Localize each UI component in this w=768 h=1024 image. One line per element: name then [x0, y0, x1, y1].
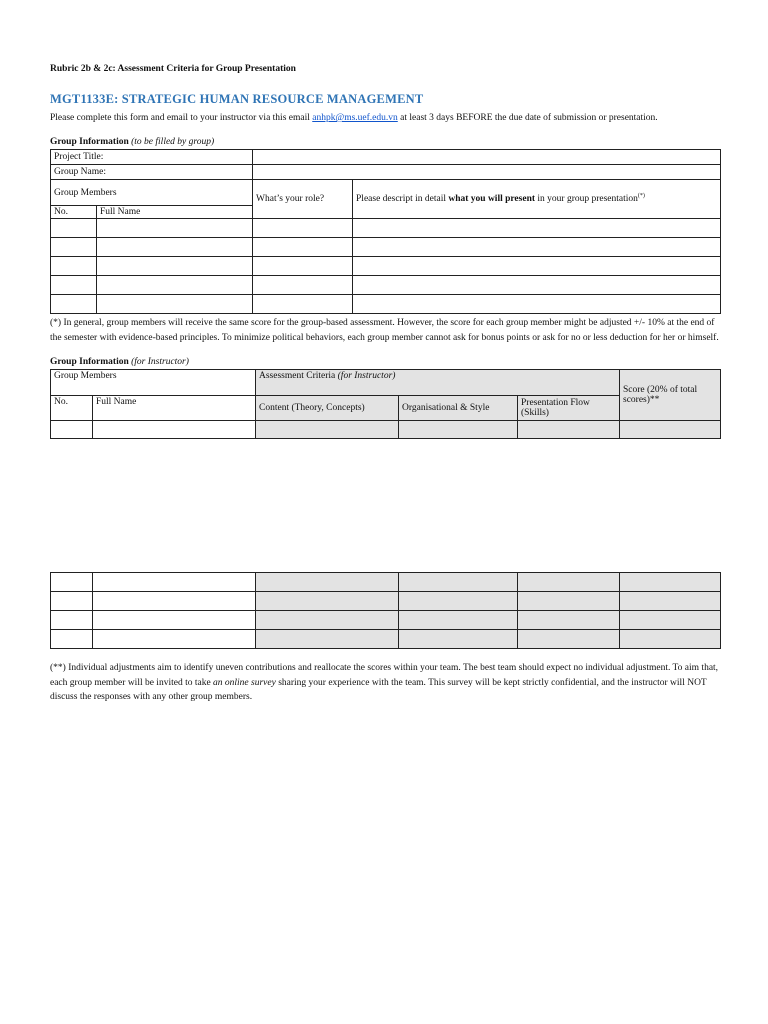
organisation-cell[interactable] [399, 573, 518, 592]
table-row [51, 276, 721, 295]
course-title: MGT1133E: STRATEGIC HUMAN RESOURCE MANAGEMENT [50, 92, 424, 106]
document-page [50, 64, 720, 705]
detail-bold: what you will present [448, 194, 536, 205]
online-survey-text: an online survey [213, 677, 276, 688]
no-cell[interactable] [51, 421, 93, 439]
role-cell[interactable] [253, 295, 353, 314]
adjustment-note-before: (**) Individual adjustments aim to identify uneven contributions and reallocate the scores within your team. The best team should expect no individual adjustment. To aim that, each group member will be invited to take [50, 663, 719, 688]
score-cell[interactable] [620, 573, 721, 592]
fullname-cell[interactable] [93, 592, 256, 611]
role-cell[interactable] [253, 257, 353, 276]
project-title-field[interactable] [253, 150, 721, 165]
instructor-table-continued [50, 572, 721, 649]
no-cell[interactable] [51, 573, 93, 592]
detail-sup: (*) [637, 193, 645, 200]
detail-cell[interactable] [353, 238, 721, 257]
detail-cell[interactable] [353, 257, 721, 276]
fullname-cell[interactable] [93, 630, 256, 649]
group-info-table [50, 149, 721, 314]
instructor-info-heading-text: Group Information [50, 357, 129, 367]
detail-cell[interactable] [353, 219, 721, 238]
adjustment-note [50, 661, 720, 705]
criteria-label: Assessment Criteria [259, 371, 338, 381]
instructor-fullname-header: Full Name [93, 396, 256, 421]
intro-text [50, 111, 720, 125]
organisation-cell[interactable] [399, 611, 518, 630]
fullname-cell[interactable] [97, 257, 253, 276]
score-cell[interactable] [620, 592, 721, 611]
fullname-cell[interactable] [93, 573, 256, 592]
table-row [51, 238, 721, 257]
table-row [51, 257, 721, 276]
organisation-cell[interactable] [399, 421, 518, 439]
instructor-email-link[interactable]: anhpk@ms.uef.edu.vn [312, 113, 398, 123]
flow-cell[interactable] [518, 611, 620, 630]
fullname-cell[interactable] [97, 219, 253, 238]
role-cell[interactable] [253, 219, 353, 238]
detail-after: in your group presentation [535, 194, 638, 205]
role-header: What’s your role? [253, 180, 353, 219]
flow-cell[interactable] [518, 573, 620, 592]
table-row [51, 219, 721, 238]
content-cell[interactable] [256, 611, 399, 630]
flow-cell[interactable] [518, 592, 620, 611]
adjustment-note-after: sharing your experience with the team. This survey will be kept strictly confidential, and the instructor will NOT discuss the responses with any other group members. [50, 677, 707, 702]
flow-cell[interactable] [518, 421, 620, 439]
no-cell[interactable] [51, 592, 93, 611]
group-name-label: Group Name: [51, 165, 253, 180]
group-members-label: Group Members [51, 180, 253, 206]
intro-before: Please complete this form and email to your instructor via this email [50, 113, 313, 123]
organisation-header: Organisational & Style [399, 396, 518, 421]
group-info-heading-note: (to be filled by group) [131, 137, 215, 147]
content-cell[interactable] [256, 630, 399, 649]
flow-header: Presentation Flow (Skills) [518, 396, 620, 421]
rubric-title: Rubric 2b & 2c: Assessment Criteria for Group Presentation [50, 64, 296, 74]
no-cell[interactable] [51, 219, 97, 238]
fullname-header: Full Name [97, 206, 253, 219]
table-row [51, 611, 721, 630]
criteria-note: (for Instructor) [337, 371, 396, 381]
fullname-cell[interactable] [93, 611, 256, 630]
no-cell[interactable] [51, 295, 97, 314]
instructor-no-header: No. [51, 396, 93, 421]
instructor-members-label: Group Members [51, 370, 256, 396]
fullname-cell[interactable] [93, 421, 256, 439]
role-cell[interactable] [253, 238, 353, 257]
table-row [51, 573, 721, 592]
table-row [51, 592, 721, 611]
detail-header [353, 180, 721, 219]
project-title-label: Project Title: [51, 150, 253, 165]
fullname-cell[interactable] [97, 295, 253, 314]
no-cell[interactable] [51, 611, 93, 630]
organisation-cell[interactable] [399, 592, 518, 611]
detail-cell[interactable] [353, 295, 721, 314]
table-row [51, 421, 721, 439]
no-cell[interactable] [51, 630, 93, 649]
blank-gap [50, 439, 720, 572]
flow-cell[interactable] [518, 630, 620, 649]
fullname-cell[interactable] [97, 238, 253, 257]
intro-after: at least 3 days BEFORE the due date of submission or presentation. [397, 113, 658, 123]
no-header: No. [51, 206, 97, 219]
fullname-cell[interactable] [97, 276, 253, 295]
role-cell[interactable] [253, 276, 353, 295]
group-score-note: (*) In general, group members will receive the same score for the group-based assessment. However, the score for each group member might be adjusted +/- 10% at the end of the semester with evidence-based principles. To minimize political behaviors, each group member cannot ask for bonus points or ask for no or less deduction for her or himself. [50, 318, 719, 343]
instructor-table [50, 369, 721, 439]
organisation-cell[interactable] [399, 630, 518, 649]
group-info-heading-text: Group Information [50, 137, 129, 147]
group-info-heading [50, 137, 720, 147]
table-row [51, 630, 721, 649]
group-name-field[interactable] [253, 165, 721, 180]
table-row [51, 295, 721, 314]
assessment-criteria-header [256, 370, 620, 396]
no-cell[interactable] [51, 276, 97, 295]
instructor-info-heading [50, 357, 720, 367]
no-cell[interactable] [51, 257, 97, 276]
score-cell[interactable] [620, 611, 721, 630]
content-header: Content (Theory, Concepts) [256, 396, 399, 421]
instructor-info-heading-note: (for Instructor) [131, 357, 189, 367]
detail-cell[interactable] [353, 276, 721, 295]
detail-before: Please descript in detail [356, 194, 449, 205]
no-cell[interactable] [51, 238, 97, 257]
content-cell[interactable] [256, 573, 399, 592]
score-cell[interactable] [620, 630, 721, 649]
score-header: Score (20% of total scores)** [620, 370, 721, 421]
content-cell[interactable] [256, 421, 399, 439]
score-cell[interactable] [620, 421, 721, 439]
content-cell[interactable] [256, 592, 399, 611]
